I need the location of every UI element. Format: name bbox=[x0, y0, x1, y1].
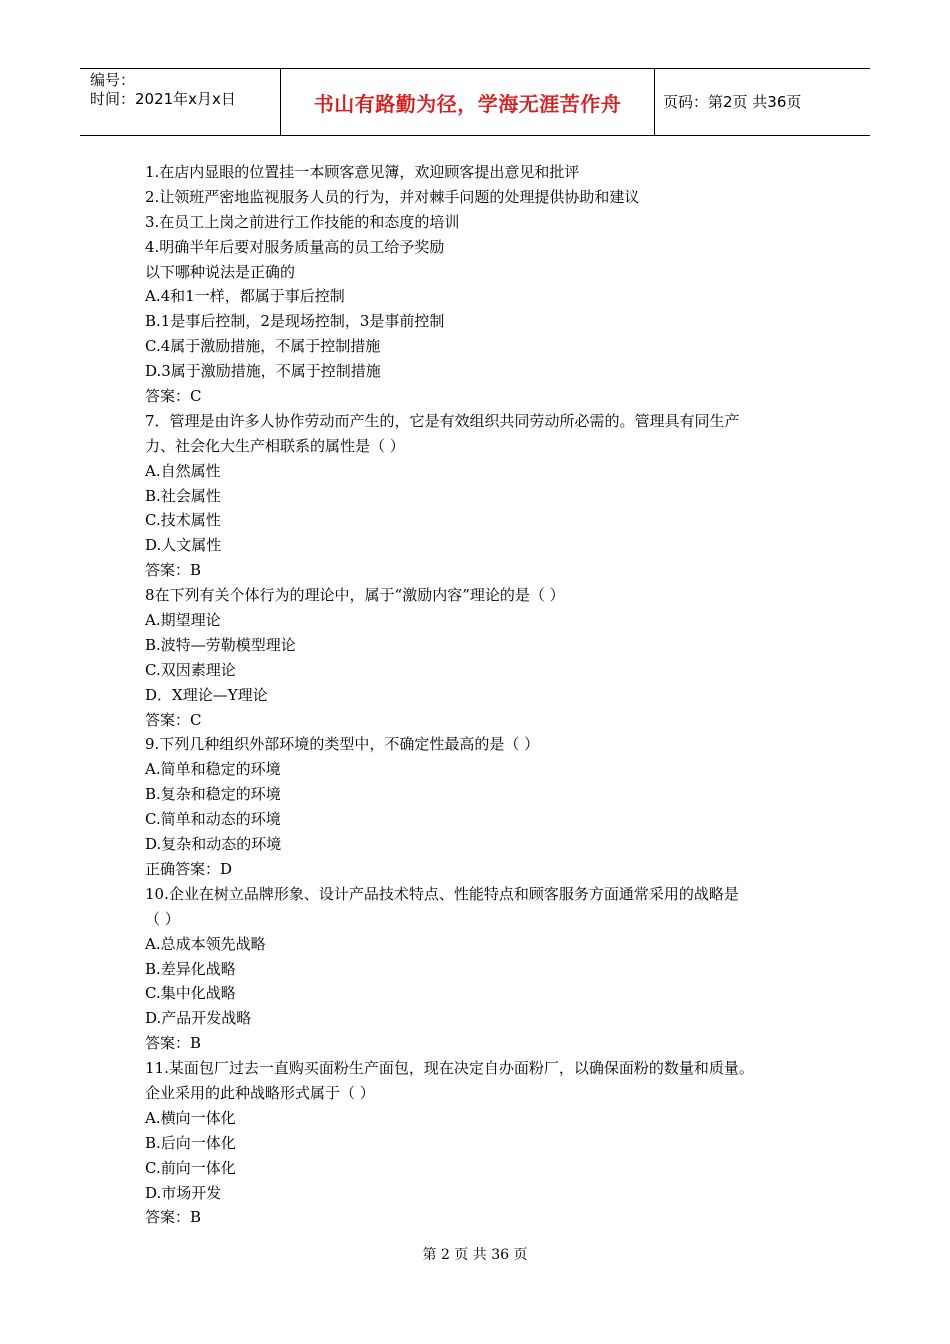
text-line: 4.明确半年后要对服务质量高的员工给予奖励 bbox=[145, 237, 445, 256]
header-page-info: 页码：第2页 共36页 bbox=[663, 93, 802, 111]
text-line: C.4属于激励措施，不属于控制措施 bbox=[145, 337, 381, 356]
text-line: 8在下列有关个体行为的理论中，属于“激励内容”理论的是（ ） bbox=[145, 586, 565, 605]
text-line: C.技术属性 bbox=[145, 511, 221, 530]
text-line: 答案：C bbox=[145, 710, 202, 729]
text-line: A.4和1一样，都属于事后控制 bbox=[145, 287, 345, 306]
text-line: B.差异化战略 bbox=[145, 959, 236, 978]
text-line: A.简单和稳定的环境 bbox=[145, 760, 281, 779]
text-line: 正确答案：D bbox=[145, 859, 233, 878]
text-line: 答案：B bbox=[145, 561, 202, 580]
page-header bbox=[80, 68, 870, 136]
text-line: 答案：B bbox=[145, 1034, 202, 1053]
header-meta-cell bbox=[80, 69, 281, 135]
document-code-label: 编号： bbox=[90, 71, 136, 89]
header-motto-cell bbox=[281, 69, 655, 135]
text-line: D.3属于激励措施，不属于控制措施 bbox=[145, 362, 381, 381]
document-date: 时间：2021年x月x日 bbox=[90, 90, 236, 108]
text-line: C.简单和动态的环境 bbox=[145, 810, 281, 829]
text-line: 10.企业在树立品牌形象、设计产品技术特点、性能特点和顾客服务方面通常采用的战略是 bbox=[145, 884, 739, 903]
text-line: C.双因素理论 bbox=[145, 660, 236, 679]
page-footer: 第 2 页 共 36 页 bbox=[422, 1247, 528, 1263]
text-line: B.后向一体化 bbox=[145, 1133, 236, 1152]
text-line: A.总成本领先战略 bbox=[145, 934, 266, 953]
text-line: 力、社会化大生产相联系的属性是（ ） bbox=[145, 436, 405, 455]
text-line: 以下哪种说法是正确的 bbox=[145, 262, 296, 281]
text-line: 7．管理是由许多人协作劳动而产生的，它是有效组织共同劳动所必需的。管理具有同生产 bbox=[145, 411, 740, 430]
text-line: 答案：B bbox=[145, 1208, 202, 1227]
text-line: D.复杂和动态的环境 bbox=[145, 835, 282, 854]
text-line: B.复杂和稳定的环境 bbox=[145, 785, 281, 804]
text-line: B.波特—劳勒模型理论 bbox=[145, 635, 296, 654]
text-line: 11.某面包厂过去一直购买面粉生产面包，现在决定自办面粉厂，以确保面粉的数量和质量。 bbox=[145, 1059, 754, 1078]
text-line: 1.在店内显眼的位置挂一本顾客意见簿，欢迎顾客提出意见和批评 bbox=[145, 163, 580, 181]
text-line: D.市场开发 bbox=[145, 1183, 222, 1202]
text-line: 企业采用的此种战略形式属于（ ） bbox=[145, 1083, 375, 1102]
header-motto: 书山有路勤为径，学海无涯苦作舟 bbox=[313, 92, 622, 116]
text-line: D.人文属性 bbox=[145, 536, 222, 555]
text-line: A.横向一体化 bbox=[145, 1108, 236, 1127]
question-content bbox=[145, 160, 825, 1230]
text-line: D．X理论—Y理论 bbox=[145, 685, 268, 704]
text-line: 3.在员工上岗之前进行工作技能的和态度的培训 bbox=[145, 212, 460, 231]
text-line: D.产品开发战略 bbox=[145, 1009, 252, 1028]
text-line: （ ） bbox=[145, 909, 180, 928]
text-line: 2.让领班严密地监视服务人员的行为，并对棘手问题的处理提供协助和建议 bbox=[145, 187, 640, 206]
text-line: C.集中化战略 bbox=[145, 984, 236, 1003]
text-line: B.1是事后控制，2是现场控制，3是事前控制 bbox=[145, 312, 445, 331]
header-page-cell bbox=[655, 69, 870, 135]
text-line: A.自然属性 bbox=[145, 461, 221, 480]
text-line: A.期望理论 bbox=[145, 611, 221, 630]
text-line: 9.下列几种组织外部环境的类型中，不确定性最高的是（ ） bbox=[145, 735, 540, 754]
text-line: B.社会属性 bbox=[145, 486, 221, 505]
text-line: 答案：C bbox=[145, 387, 202, 406]
text-line: C.前向一体化 bbox=[145, 1158, 236, 1177]
